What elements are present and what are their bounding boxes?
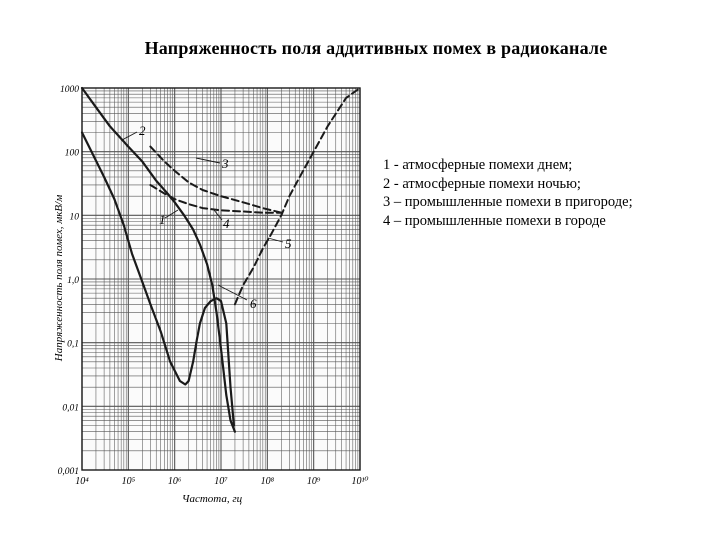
x-tick-label: 10⁷ [214, 476, 228, 487]
legend-item-4: 4 – промышленные помехи в городе [383, 212, 606, 229]
legend [383, 156, 713, 230]
legend-item-3: 3 – промышленные помехи в пригороде; [383, 194, 633, 211]
legend-item-1: 1 - атмосферные помехи днем; [383, 157, 573, 173]
x-tick-label: 10⁴ [75, 476, 89, 487]
curve-label-5: 5 [285, 236, 292, 251]
x-tick-label: 10¹⁰ [351, 476, 369, 487]
legend-item-2: 2 - атмосферные помехи ночью; [383, 175, 581, 192]
curve-label-3: 3 [222, 156, 229, 171]
x-tick-label: 10⁹ [306, 476, 321, 487]
curve-label-1: 1 [159, 212, 166, 227]
x-tick-label: 10⁸ [260, 476, 275, 487]
curve-label-6: 6 [250, 296, 257, 311]
curve-label-4: 4 [223, 216, 230, 231]
curve-label-2: 2 [139, 123, 146, 138]
y-tick-label: 1000 [60, 85, 79, 95]
x-axis-label: Частота, гц [181, 493, 243, 505]
y-tick-label: 0,001 [57, 467, 79, 477]
y-tick-label: 0,1 [67, 339, 79, 350]
y-tick-label: 0,01 [62, 403, 79, 414]
x-tick-label: 10⁶ [167, 476, 182, 487]
y-axis-label: Напряженность поля помех, мкВ/м [53, 194, 65, 362]
y-tick-label: 100 [64, 148, 79, 159]
slide-title: Напряженность поля аддитивных помех в радиоканале [144, 38, 608, 58]
y-tick-label: 10 [69, 212, 79, 223]
x-tick-label: 10⁵ [121, 476, 136, 487]
y-tick-label: 1,0 [67, 276, 79, 286]
